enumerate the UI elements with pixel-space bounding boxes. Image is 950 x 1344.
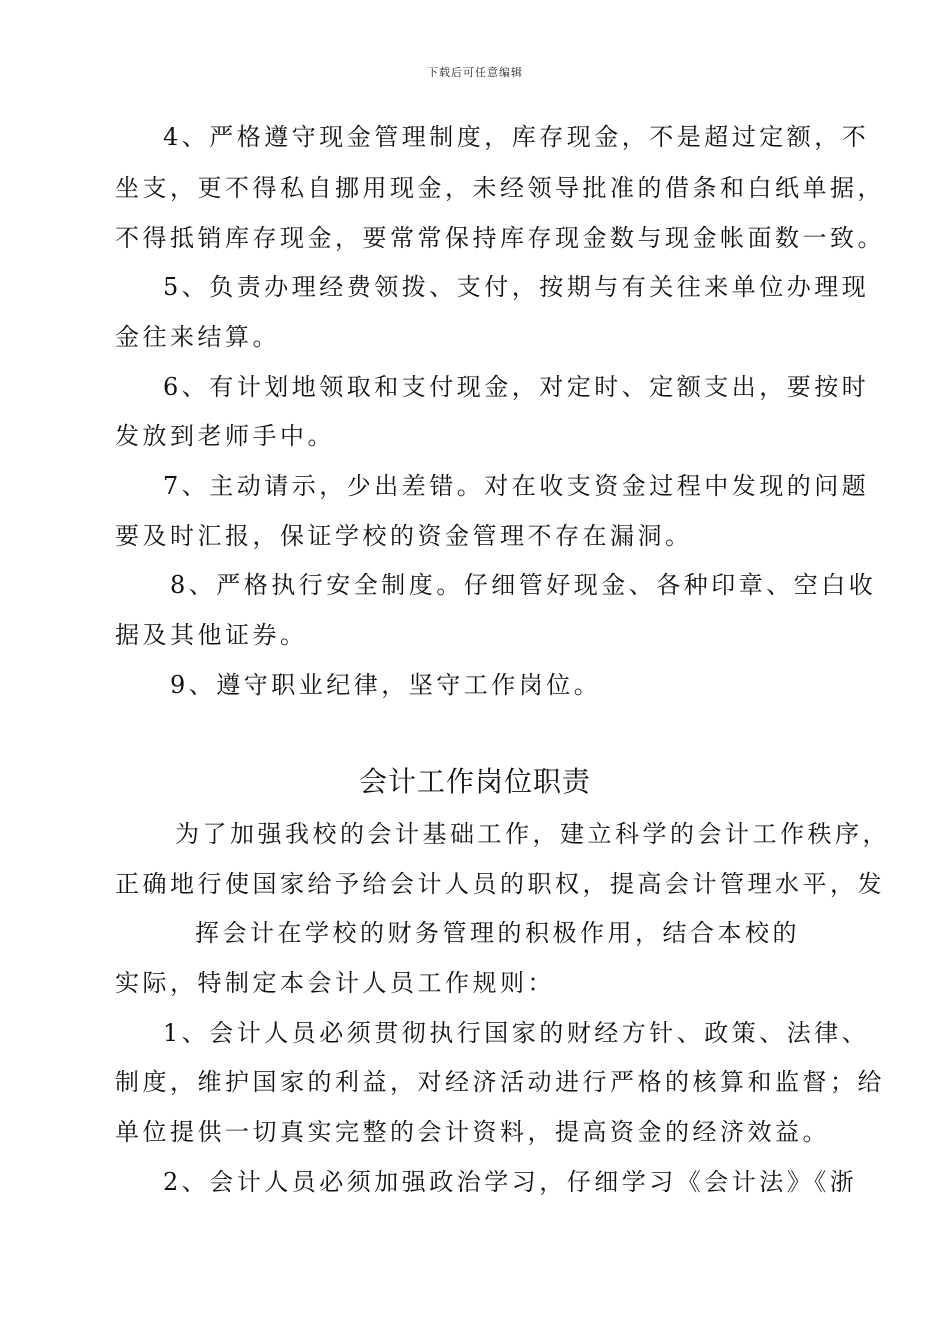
paragraph-line: 要及时汇报，保证学校的资金管理不存在漏洞。 bbox=[115, 522, 693, 550]
paragraph-line: 据及其他证券。 bbox=[115, 621, 308, 649]
page-header-note: 下载后可任意编辑 bbox=[427, 66, 523, 79]
paragraph-line: 实际，特制定本会计人员工作规则： bbox=[115, 969, 555, 997]
paragraph-line: 8、严格执行安全制度。仔细管好现金、各种印章、空白收 bbox=[170, 571, 877, 599]
paragraph-line: 为了加强我校的会计基础工作，建立科学的会计工作秩序， bbox=[175, 820, 890, 848]
paragraph-line: 不得抵销库存现金，要常常保持库存现金数与现金帐面数一致。 bbox=[115, 224, 885, 252]
paragraph-line: 4、严格遵守现金管理制度，库存现金，不是超过定额，不 bbox=[163, 123, 870, 151]
paragraph-line: 2、会计人员必须加强政治学习，仔细学习《会计法》《浙 bbox=[163, 1168, 858, 1196]
paragraph-line: 5、负责办理经费领拨、支付，按期与有关往来单位办理现 bbox=[163, 273, 870, 301]
paragraph-line: 正确地行使国家给予给会计人员的职权，提高会计管理水平，发 bbox=[115, 870, 885, 898]
paragraph-line: 金往来结算。 bbox=[115, 323, 280, 351]
paragraph-line: 发放到老师手中。 bbox=[115, 422, 335, 450]
section-title: 会计工作岗位职责 bbox=[358, 765, 591, 798]
paragraph-line: 7、主动请示，少出差错。对在收支资金过程中发现的问题 bbox=[163, 472, 870, 500]
paragraph-line: 单位提供一切真实完整的会计资料，提高资金的经济效益。 bbox=[115, 1118, 830, 1146]
paragraph-line: 挥会计在学校的财务管理的积极作用，结合本校的 bbox=[195, 919, 800, 947]
paragraph-line: 制度，维护国家的利益，对经济活动进行严格的核算和监督；给 bbox=[115, 1068, 885, 1096]
paragraph-line: 1、会计人员必须贯彻执行国家的财经方针、政策、法律、 bbox=[163, 1019, 870, 1047]
paragraph-line: 坐支，更不得私自挪用现金，未经领导批准的借条和白纸单据， bbox=[115, 174, 885, 202]
paragraph-line: 9、遵守职业纪律，坚守工作岗位。 bbox=[170, 671, 602, 699]
paragraph-line: 6、有计划地领取和支付现金，对定时、定额支出，要按时 bbox=[163, 373, 870, 401]
